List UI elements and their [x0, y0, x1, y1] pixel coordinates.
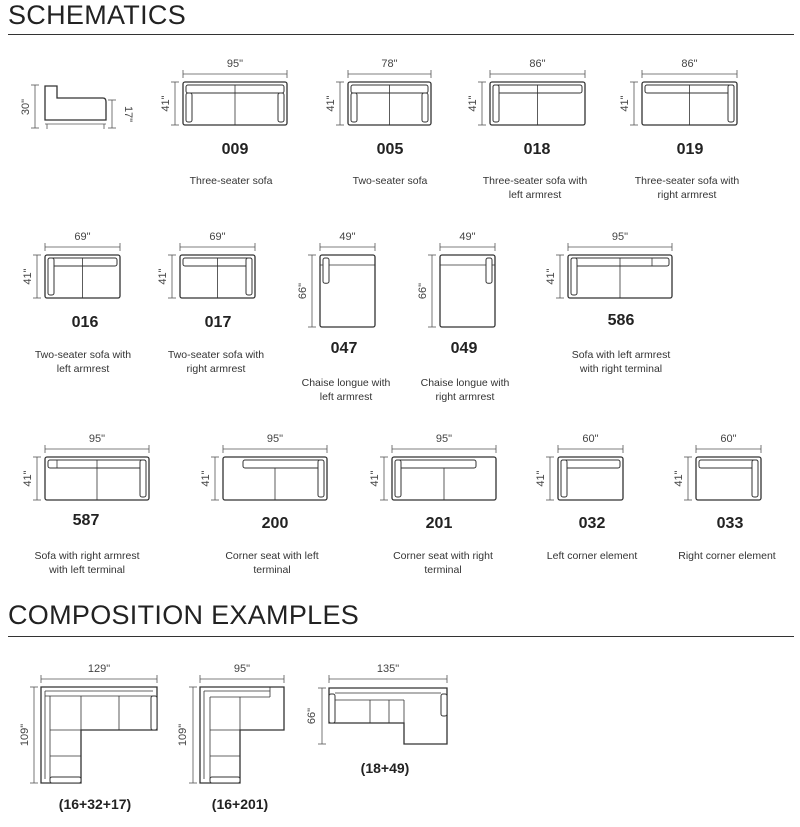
depth-dimension-label: 41"	[619, 95, 631, 112]
width-dimension-label: 95"	[266, 433, 284, 445]
module-code: 201	[425, 515, 453, 532]
depth-dimension-label: 41"	[22, 470, 34, 487]
width-dimension-label: 86"	[529, 58, 546, 70]
module-code: 017	[204, 314, 232, 331]
armrest	[323, 258, 329, 283]
depth-dimension-label: 41"	[325, 95, 337, 112]
width-dimension-label: 60"	[720, 433, 737, 445]
module-018-diagram	[460, 55, 600, 135]
module-code: 019	[676, 141, 704, 158]
composition-16-201-diagram	[170, 660, 300, 790]
armrest	[246, 258, 252, 295]
width-dimension-label: 95"	[435, 433, 453, 445]
svg-text:129": 129"	[87, 663, 111, 675]
armrest	[318, 460, 324, 497]
composition-examples-title: COMPOSITION EXAMPLES	[8, 600, 360, 630]
composition-label: (16+32+17)	[58, 796, 132, 812]
armrest	[186, 93, 192, 122]
module-description: Three-seater sofa with right armrest	[634, 175, 740, 201]
svg-text:109": 109"	[177, 723, 189, 747]
width-dimension-label: 95"	[226, 58, 244, 70]
module-description: Three-seater sofa	[189, 175, 273, 187]
width-dimension-label: 49"	[459, 231, 476, 243]
composition-16-32-17-diagram	[15, 660, 165, 790]
side-profile-diagram	[15, 70, 140, 140]
module-description: Chaise longue with left armrest	[301, 377, 391, 403]
module-description: Two-seater sofa with left armrest	[34, 349, 132, 375]
armrest	[493, 85, 499, 122]
module-201-diagram	[362, 430, 502, 510]
module-code: 200	[261, 515, 289, 532]
svg-text:66": 66"	[306, 707, 318, 725]
depth-dimension-label: 41"	[467, 95, 479, 112]
module-description: Right corner element	[678, 550, 776, 562]
svg-text:95": 95"	[233, 663, 251, 675]
depth-dimension-label: 41"	[157, 268, 169, 285]
depth-dimension-label: 41"	[535, 470, 547, 487]
module-description: Three-seater sofa with left armrest	[482, 175, 588, 201]
module-description: Corner seat with left terminal	[225, 550, 319, 576]
module-code: 587	[72, 512, 100, 529]
module-code: 018	[523, 141, 551, 158]
armrest	[561, 460, 567, 497]
module-description: Sofa with left armrest with right terminal	[571, 349, 671, 375]
armrest	[752, 460, 758, 497]
module-description: Two-seater sofa with right armrest	[167, 349, 265, 375]
depth-dimension-label: 66"	[417, 282, 429, 300]
module-description: Sofa with right armrest with left terminal	[34, 550, 140, 576]
module-016-diagram	[15, 228, 135, 308]
module-code: 047	[330, 340, 358, 357]
module-009-diagram	[155, 55, 295, 135]
armrest	[278, 93, 284, 122]
module-019-diagram	[612, 55, 752, 135]
composition-label: (16+201)	[211, 796, 269, 812]
module-code: 005	[376, 141, 404, 158]
backrest	[243, 460, 322, 468]
backrest	[699, 460, 758, 468]
depth-dimension-label: 66"	[297, 282, 309, 300]
depth-dimension-label: 41"	[545, 268, 557, 285]
armrest	[422, 93, 428, 122]
module-description: Two-seater sofa	[352, 175, 428, 187]
depth-dimension-label: 41"	[369, 470, 381, 487]
module-code: 032	[578, 515, 606, 532]
profile-seat-height-label: 17"	[122, 105, 134, 123]
module-code: 586	[607, 312, 635, 329]
module-code: 033	[716, 515, 744, 532]
width-dimension-label: 95"	[611, 231, 629, 243]
composition-label: (18+49)	[360, 760, 410, 776]
module-description: Chaise longue with right armrest	[420, 377, 510, 403]
module-code: 016	[71, 314, 99, 331]
armrest	[351, 93, 357, 122]
backrest	[561, 460, 620, 468]
module-description: Corner seat with right terminal	[393, 550, 493, 576]
armrest	[140, 460, 146, 497]
module-code: 009	[221, 141, 249, 158]
armrest	[728, 85, 734, 122]
depth-dimension-label: 41"	[160, 95, 172, 112]
module-description: Left corner element	[546, 550, 638, 562]
profile-height-label: 30"	[20, 98, 32, 116]
module-049-diagram	[408, 228, 503, 333]
depth-dimension-label: 41"	[22, 268, 34, 285]
module-code: 049	[450, 340, 478, 357]
svg-text:109": 109"	[19, 723, 31, 747]
backrest	[397, 460, 476, 468]
armrest	[395, 460, 401, 497]
width-dimension-label: 69"	[209, 231, 226, 243]
schematics-title: SCHEMATICS	[8, 0, 187, 30]
width-dimension-label: 69"	[74, 231, 91, 243]
armrest	[48, 258, 54, 295]
composition-18-49-diagram	[300, 660, 460, 755]
depth-dimension-label: 41"	[200, 470, 212, 487]
module-586-diagram	[538, 228, 688, 308]
depth-dimension-label: 41"	[673, 470, 685, 487]
armrest	[486, 258, 492, 283]
module-033-diagram	[666, 430, 776, 510]
module-005-diagram	[318, 55, 443, 135]
svg-text:135": 135"	[376, 663, 400, 675]
width-dimension-label: 86"	[681, 58, 698, 70]
width-dimension-label: 60"	[582, 433, 599, 445]
module-032-diagram	[528, 430, 638, 510]
width-dimension-label: 49"	[339, 231, 356, 243]
composition-divider	[8, 636, 794, 637]
module-047-diagram	[288, 228, 383, 333]
schematics-divider	[8, 34, 794, 35]
module-200-diagram	[193, 430, 333, 510]
module-017-diagram	[150, 228, 270, 308]
width-dimension-label: 95"	[88, 433, 106, 445]
width-dimension-label: 78"	[381, 58, 398, 70]
module-587-diagram	[15, 430, 155, 510]
armrest	[571, 258, 577, 295]
